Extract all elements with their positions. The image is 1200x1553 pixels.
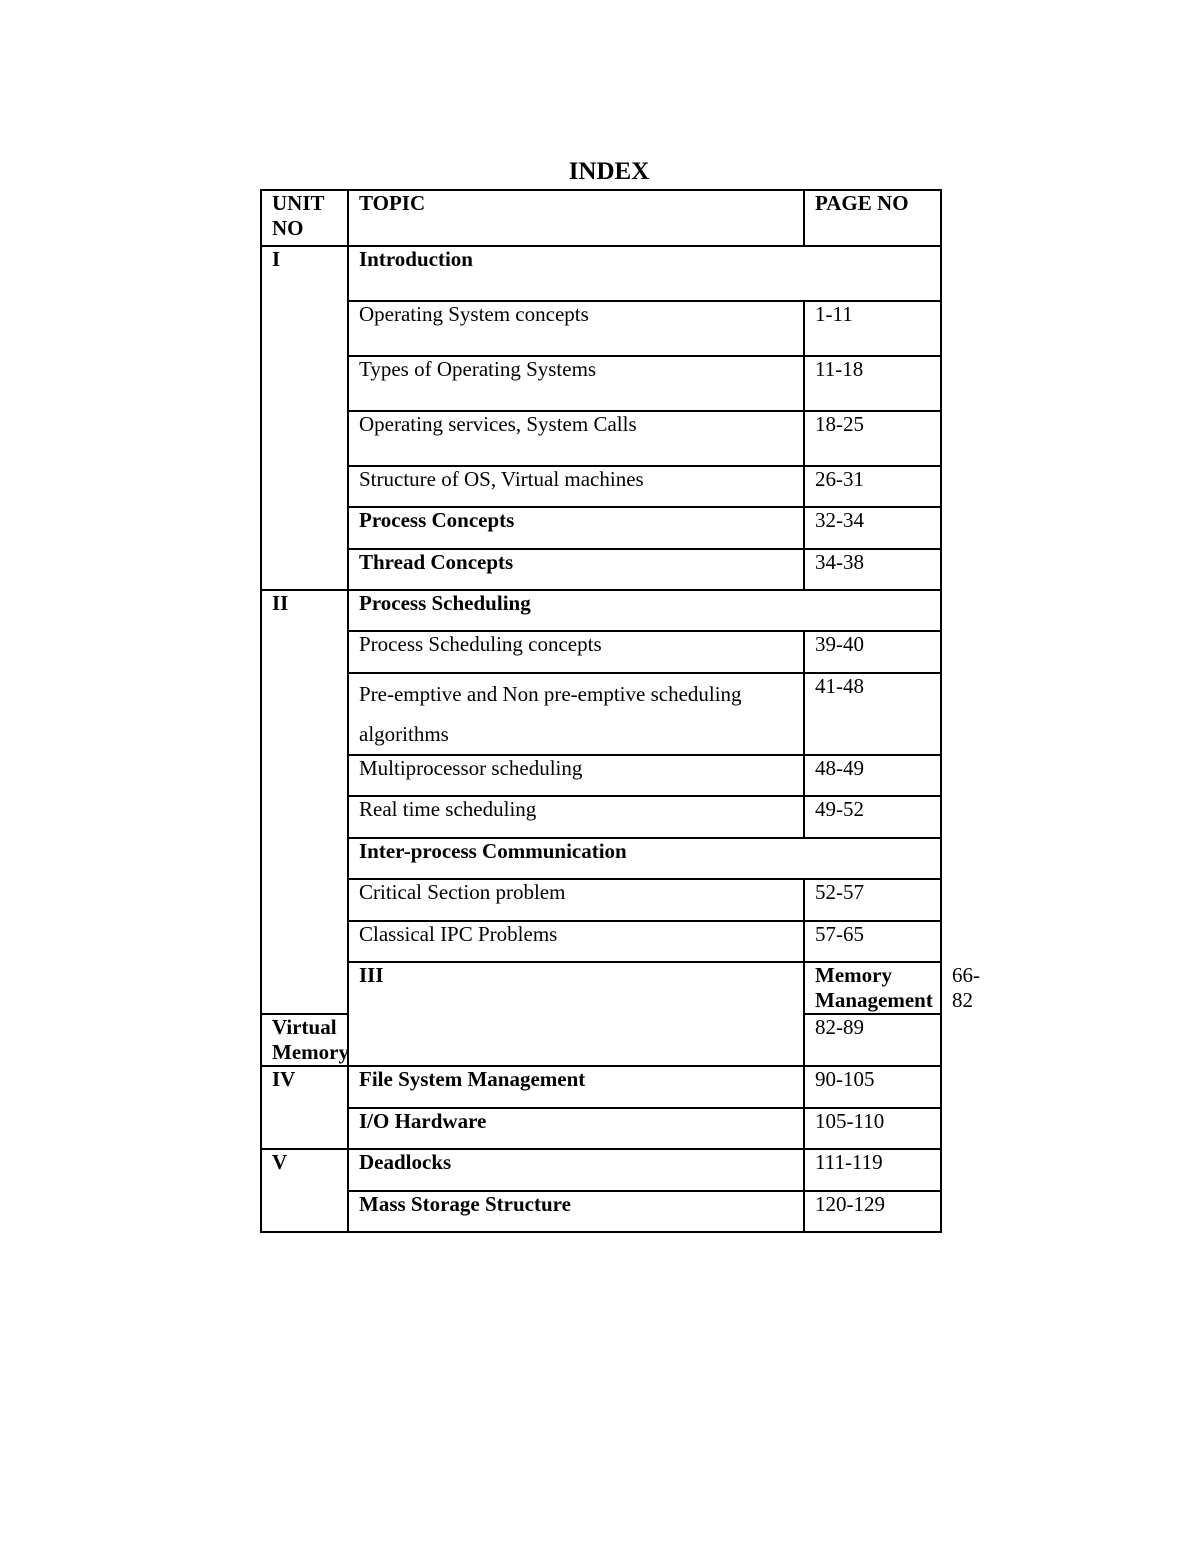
topic-cell: I/O Hardware — [348, 1108, 804, 1149]
unit-label: I — [261, 246, 348, 590]
unit-label: III — [348, 962, 804, 1066]
table-row — [261, 246, 941, 301]
page-cell: 111-119 — [804, 1149, 941, 1191]
table-row — [261, 879, 941, 921]
page-cell: 41-48 — [804, 673, 941, 755]
page-cell: 57-65 — [804, 921, 941, 962]
topic-header: TOPIC — [348, 190, 804, 246]
page-cell: 26-31 — [804, 466, 941, 507]
page-cell: 49-52 — [804, 796, 941, 838]
page-cell: 18-25 — [804, 411, 941, 466]
table-row — [261, 755, 941, 796]
unit-label: V — [261, 1149, 348, 1232]
page-title: INDEX — [568, 158, 650, 185]
header-row — [261, 190, 941, 246]
table-row — [261, 301, 941, 356]
topic-cell: Operating services, System Calls — [348, 411, 804, 466]
section-heading: Inter-process Communication — [348, 838, 941, 879]
index-table — [260, 189, 980, 1233]
table-row — [261, 411, 941, 466]
section-heading: Introduction — [348, 246, 941, 301]
table-row — [261, 1191, 941, 1232]
topic-cell: Mass Storage Structure — [348, 1191, 804, 1232]
page-cell: 105-110 — [804, 1108, 941, 1149]
page-cell: 1-11 — [804, 301, 941, 356]
table-row — [261, 590, 941, 631]
page-cell: 82-89 — [804, 1014, 941, 1066]
table-row — [261, 921, 941, 962]
topic-cell: Process Concepts — [348, 507, 804, 549]
topic-cell: Pre-emptive and Non pre-emptive scheduling algorithms — [348, 673, 804, 755]
table-row — [261, 631, 941, 673]
topic-cell: Virtual Memory — [261, 1014, 348, 1066]
topic-cell: Deadlocks — [348, 1149, 804, 1191]
table-row — [261, 1066, 941, 1108]
section-heading: Process Scheduling — [348, 590, 941, 631]
unit-label: II — [261, 590, 348, 1014]
page-cell: 90-105 — [804, 1066, 941, 1108]
page-cell: 32-34 — [804, 507, 941, 549]
unit-label: IV — [261, 1066, 348, 1149]
page-cell: 34-38 — [804, 549, 941, 590]
topic-cell: Thread Concepts — [348, 549, 804, 590]
table-row — [261, 838, 941, 879]
table-row — [261, 507, 941, 549]
topic-cell: Classical IPC Problems — [348, 921, 804, 962]
topic-cell: Process Scheduling concepts — [348, 631, 804, 673]
table-row — [261, 356, 941, 411]
table-row — [261, 466, 941, 507]
page-no-header: PAGE NO — [804, 190, 941, 246]
table-row — [261, 1108, 941, 1149]
table-row: III Memory Management 66-82 — [261, 962, 941, 1014]
table-row — [261, 1149, 941, 1191]
topic-cell: Types of Operating Systems — [348, 356, 804, 411]
topic-cell: File System Management — [348, 1066, 804, 1108]
page-cell: 52-57 — [804, 879, 941, 921]
topic-cell: Memory Management — [804, 962, 941, 1014]
page-cell: 39-40 — [804, 631, 941, 673]
topic-cell: Critical Section problem — [348, 879, 804, 921]
topic-cell: Operating System concepts — [348, 301, 804, 356]
topic-cell: Structure of OS, Virtual machines — [348, 466, 804, 507]
table-row — [261, 796, 941, 838]
page-cell: 48-49 — [804, 755, 941, 796]
topic-cell: Real time scheduling — [348, 796, 804, 838]
table-row — [261, 673, 941, 755]
page-cell: 11-18 — [804, 356, 941, 411]
unit-no-header: UNIT NO — [261, 190, 348, 246]
topic-cell: Multiprocessor scheduling — [348, 755, 804, 796]
table-row — [261, 549, 941, 590]
page-cell: 120-129 — [804, 1191, 941, 1232]
